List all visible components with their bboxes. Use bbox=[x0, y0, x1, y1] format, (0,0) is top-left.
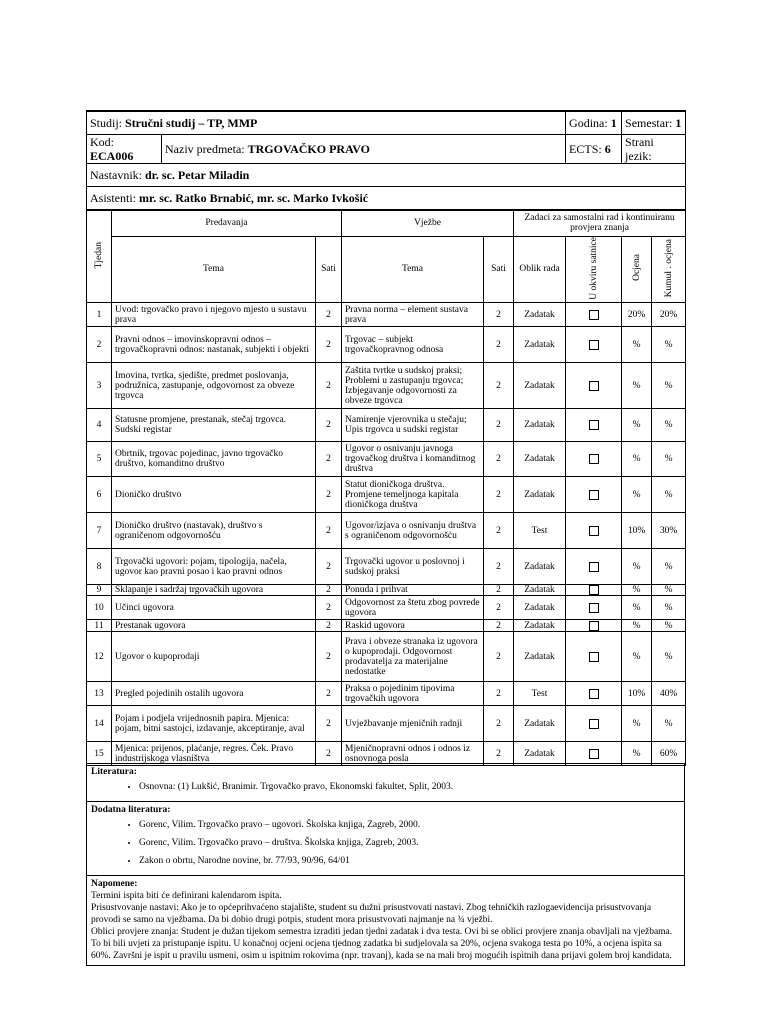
ects-label: ECTS: bbox=[569, 142, 602, 156]
exercise-topic-cell: Namirenje vjerovnika u stečaju; Upis trgovca u sudski registar bbox=[342, 409, 484, 442]
notes-title: Napomene: bbox=[91, 879, 138, 889]
lecture-hours-cell: 2 bbox=[316, 585, 342, 596]
week-cell: 6 bbox=[87, 477, 112, 513]
studij-value: Stručni studij – TP, MMP bbox=[125, 116, 258, 130]
grade-cell: % bbox=[622, 742, 652, 766]
checkbox-cell bbox=[566, 409, 622, 442]
checkbox-cell bbox=[566, 442, 622, 477]
week-cell: 12 bbox=[87, 632, 112, 682]
lecture-hours-cell: 2 bbox=[316, 513, 342, 549]
exercise-topic-cell: Praksa o pojedinim tipovima trgovačkih ugovora bbox=[342, 682, 484, 706]
grade-cell: % bbox=[622, 632, 652, 682]
schedule-row bbox=[87, 409, 686, 442]
lecture-topic-cell: Dioničko društvo (nastavak), društvo s ograničenom odgovornošću bbox=[112, 513, 316, 549]
lecture-hours-cell: 2 bbox=[316, 682, 342, 706]
exercise-topic-cell: Trgovački ugovor u poslovnoj i sudskoj praksi bbox=[342, 549, 484, 585]
lecture-topic-cell: Ugovor o kupoprodaji bbox=[112, 632, 316, 682]
cumulative-grade-cell: 60% bbox=[652, 742, 686, 766]
checkbox-cell bbox=[566, 513, 622, 549]
exercise-hours-cell: 2 bbox=[484, 632, 514, 682]
schedule-row bbox=[87, 477, 686, 513]
godina-cell bbox=[566, 111, 622, 135]
lecture-hours-cell: 2 bbox=[316, 442, 342, 477]
checkbox[interactable] bbox=[589, 490, 599, 500]
additional-literature-cell bbox=[87, 802, 685, 876]
course-table bbox=[86, 110, 686, 766]
lecture-hours-cell: 2 bbox=[316, 742, 342, 766]
checkbox-cell bbox=[566, 549, 622, 585]
lecture-topic-cell: Učinci ugovora bbox=[112, 596, 316, 620]
schedule-row bbox=[87, 706, 686, 742]
literature-title: Literatura: bbox=[91, 767, 137, 777]
grade-cell: % bbox=[622, 409, 652, 442]
kumul-header bbox=[652, 236, 686, 303]
lecture-topic-cell: Pravni odnos – imovinskopravni odnos – trgovačkopravni odnos: nastanak, subjekti i objekti bbox=[112, 327, 316, 363]
work-form-cell: Zadatak bbox=[514, 409, 566, 442]
checkbox[interactable] bbox=[589, 310, 599, 320]
exercise-hours-cell: 2 bbox=[484, 596, 514, 620]
grade-cell: % bbox=[622, 327, 652, 363]
work-form-cell: Zadatak bbox=[514, 620, 566, 632]
work-form-cell: Zadatak bbox=[514, 742, 566, 766]
notes-line: Oblici provjere znanja: Student je dužan tijekom semestra izraditi jedan tjedni zadatak i dva testa. Ovi bi se oblici provjere znanja obavljali na vježbama. To bi bili uvjeti za pristupanje ispitu. U konačnoj ocjeni ocjena tjednog zadatka bi sudjelovala sa 20%, ocjena svakoga testa po 10%, a ocjena ispita sa 60%. Završni je ispit u pravilu usmeni, osim u ispitnim rokovima (npr. travanj), kada se na mali broj mogućih ispitnih dana prijavi golem broj kandidata. bbox=[91, 927, 673, 961]
checkbox-cell bbox=[566, 327, 622, 363]
godina-label: Godina: bbox=[569, 116, 608, 130]
schedule-row bbox=[87, 549, 686, 585]
strani-jezik-label: Strani jezik: bbox=[625, 135, 654, 163]
cumulative-grade-cell: % bbox=[652, 327, 686, 363]
work-form-cell: Zadatak bbox=[514, 632, 566, 682]
semestar-cell bbox=[622, 111, 686, 135]
lecture-hours-cell: 2 bbox=[316, 303, 342, 327]
studij-cell bbox=[87, 111, 566, 135]
additional-literature-item: • Zakon o obrtu, Narodne novine, br. 77/93, 90/96, 64/01 bbox=[139, 855, 680, 867]
naziv-label: Naziv predmeta: bbox=[165, 142, 245, 156]
lecture-topic-cell: Pregled pojedinih ostalih ugovora bbox=[112, 682, 316, 706]
checkbox-cell bbox=[566, 620, 622, 632]
week-cell: 14 bbox=[87, 706, 112, 742]
literature-item: • Osnovna: (1) Lukšić, Branimir. Trgovačko pravo, Ekonomski fakultet, Split, 2003. bbox=[139, 781, 680, 793]
cumulative-grade-cell: % bbox=[652, 363, 686, 409]
checkbox[interactable] bbox=[589, 585, 599, 595]
exercise-topic-cell: Ugovor/izjava o osnivanju društva s ograničenom odgovornošću bbox=[342, 513, 484, 549]
week-cell: 11 bbox=[87, 620, 112, 632]
predavanja-header: Predavanja bbox=[112, 210, 342, 236]
checkbox[interactable] bbox=[589, 603, 599, 613]
checkbox-cell bbox=[566, 596, 622, 620]
exercise-hours-cell: 2 bbox=[484, 513, 514, 549]
notes-cell bbox=[87, 876, 685, 966]
kod-value: ECA006 bbox=[90, 149, 134, 163]
exercise-hours-cell: 2 bbox=[484, 742, 514, 766]
exercise-hours-cell: 2 bbox=[484, 409, 514, 442]
literature-table bbox=[86, 763, 685, 966]
ocjena-header-text: Ocjena bbox=[631, 254, 642, 282]
exercise-tema-header: Tema bbox=[342, 236, 484, 303]
additional-literature-title: Dodatna literatura: bbox=[91, 805, 171, 815]
notes-line: Prisustvovanje nastavi: Ako je to općeprihvaćeno stajalište, student su dužni prisustvovati nastavi. Zbog tehničkih razlogaevidencija prisustvovanja provodi se samo na vježbama. Da bi dobio drugi potpis, student mora prisustvovati najmanje na ¾ vježbi. bbox=[91, 903, 652, 925]
grade-cell: 20% bbox=[622, 303, 652, 327]
exercise-topic-cell: Statut dioničkoga društva. Promjene temeljnoga kapitala dioničkoga društva bbox=[342, 477, 484, 513]
lecture-hours-cell: 2 bbox=[316, 632, 342, 682]
grade-cell: % bbox=[622, 549, 652, 585]
u-okviru-header-text: U okviru satnice bbox=[588, 236, 599, 300]
exercise-hours-cell: 2 bbox=[484, 327, 514, 363]
exercise-topic-cell: Ugovor o osnivanju javnoga trgovačkog društva i komanditnog društva bbox=[342, 442, 484, 477]
exercise-topic-cell: Zaštita tvrtke u sudskoj praksi; Problemi u zastupanju trgovca; Izbjegavanje odgovornosti za obveze trgovca bbox=[342, 363, 484, 409]
exercise-topic-cell: Mjeničnopravni odnos i odnos iz osnovnoga posla bbox=[342, 742, 484, 766]
lecture-hours-cell: 2 bbox=[316, 706, 342, 742]
lecture-tema-header: Tema bbox=[112, 236, 316, 303]
nastavnik-label: Nastavnik: bbox=[90, 168, 142, 182]
lecture-hours-cell: 2 bbox=[316, 327, 342, 363]
week-cell: 1 bbox=[87, 303, 112, 327]
schedule-row bbox=[87, 596, 686, 620]
lecture-hours-cell: 2 bbox=[316, 409, 342, 442]
exercise-hours-cell: 2 bbox=[484, 442, 514, 477]
exercise-hours-cell: 2 bbox=[484, 682, 514, 706]
work-form-cell: Test bbox=[514, 513, 566, 549]
asistenti-cell bbox=[87, 187, 686, 211]
work-form-cell: Zadatak bbox=[514, 596, 566, 620]
vjezbe-header: Vježbe bbox=[342, 210, 514, 236]
work-form-cell: Zadatak bbox=[514, 706, 566, 742]
work-form-cell: Zadatak bbox=[514, 549, 566, 585]
lecture-topic-cell: Statusne promjene, prestanak, stečaj trgovca. Sudski registar bbox=[112, 409, 316, 442]
exercise-topic-cell: Pravna norma – element sustava prava bbox=[342, 303, 484, 327]
checkbox-cell bbox=[566, 632, 622, 682]
additional-literature-item: • Gorenc, Vilim. Trgovačko pravo – društva. Školska knjiga, Zagreb, 2003. bbox=[139, 837, 680, 849]
exercise-sati-header: Sati bbox=[484, 236, 514, 303]
schedule-row bbox=[87, 632, 686, 682]
grade-cell: % bbox=[622, 442, 652, 477]
work-form-cell: Zadatak bbox=[514, 327, 566, 363]
asistenti-value: mr. sc. Ratko Brnabić, mr. sc. Marko Ivkošić bbox=[139, 191, 369, 205]
lecture-hours-cell: 2 bbox=[316, 477, 342, 513]
cumulative-grade-cell: % bbox=[652, 620, 686, 632]
ects-cell bbox=[566, 135, 622, 164]
exercise-topic-cell: Raskid ugovora bbox=[342, 620, 484, 632]
zadaci-header: Zadaci za samostalni rad i kontinuiranu provjera znanja bbox=[514, 210, 686, 236]
checkbox[interactable] bbox=[589, 719, 599, 729]
grade-cell: 10% bbox=[622, 682, 652, 706]
lecture-topic-cell: Obrtnik, trgovac pojedinac, javno trgovačko društvo, komanditno društvo bbox=[112, 442, 316, 477]
ects-value: 6 bbox=[604, 142, 611, 156]
checkbox[interactable] bbox=[589, 340, 599, 350]
lecture-topic-cell: Dioničko društvo bbox=[112, 477, 316, 513]
grade-cell: % bbox=[622, 363, 652, 409]
schedule-row bbox=[87, 327, 686, 363]
naziv-value: TRGOVAČKO PRAVO bbox=[247, 142, 370, 156]
notes-line: Termini ispita biti će definirani kalendarom ispita. bbox=[91, 891, 282, 901]
schedule-row bbox=[87, 682, 686, 706]
cumulative-grade-cell: 40% bbox=[652, 682, 686, 706]
grade-cell: % bbox=[622, 585, 652, 596]
tjedan-header bbox=[87, 210, 112, 303]
semestar-label: Semestar: bbox=[625, 116, 673, 130]
semestar-value: 1 bbox=[675, 116, 682, 130]
lecture-topic-cell: Prestanak ugovora bbox=[112, 620, 316, 632]
godina-value: 1 bbox=[610, 116, 617, 130]
exercise-hours-cell: 2 bbox=[484, 620, 514, 632]
grade-cell: 10% bbox=[622, 513, 652, 549]
lecture-topic-cell: Uvod: trgovačko pravo i njegovo mjesto u sustavu prava bbox=[112, 303, 316, 327]
checkbox[interactable] bbox=[589, 749, 599, 759]
lecture-hours-cell: 2 bbox=[316, 620, 342, 632]
additional-literature-item: • Gorenc, Vilim. Trgovačko pravo – ugovori. Školska knjiga, Zagreb, 2000. bbox=[139, 819, 680, 831]
lecture-topic-cell: Trgovački ugovori: pojam, tipologija, načela, ugovor kao pravni posao i kao pravni odnos bbox=[112, 549, 316, 585]
grade-cell: % bbox=[622, 596, 652, 620]
work-form-cell: Test bbox=[514, 682, 566, 706]
lecture-topic-cell: Sklapanje i sadržaj trgovačkih ugovora bbox=[112, 585, 316, 596]
exercise-topic-cell: Prava i obveze stranaka iz ugovora o kupoprodaji. Odgovornost prodavatelja za materijalne nedostatke bbox=[342, 632, 484, 682]
additional-literature-list bbox=[91, 819, 680, 867]
cumulative-grade-cell: 30% bbox=[652, 513, 686, 549]
naziv-cell bbox=[162, 135, 566, 164]
kumul-header-text: Kumul . ocjena bbox=[663, 238, 674, 298]
week-cell: 8 bbox=[87, 549, 112, 585]
strani-jezik-cell bbox=[622, 135, 686, 164]
week-cell: 2 bbox=[87, 327, 112, 363]
literature-list bbox=[91, 781, 680, 793]
studij-label: Studij: bbox=[90, 116, 123, 130]
checkbox[interactable] bbox=[589, 381, 599, 391]
literature-cell bbox=[87, 764, 685, 802]
checkbox[interactable] bbox=[589, 526, 599, 536]
oblik-rada-header: Oblik rada bbox=[514, 236, 566, 303]
grade-cell: % bbox=[622, 706, 652, 742]
cumulative-grade-cell: % bbox=[652, 596, 686, 620]
checkbox-cell bbox=[566, 477, 622, 513]
lecture-hours-cell: 2 bbox=[316, 549, 342, 585]
cumulative-grade-cell: % bbox=[652, 549, 686, 585]
week-cell: 10 bbox=[87, 596, 112, 620]
lecture-hours-cell: 2 bbox=[316, 363, 342, 409]
cumulative-grade-cell: % bbox=[652, 442, 686, 477]
exercise-hours-cell: 2 bbox=[484, 585, 514, 596]
work-form-cell: Zadatak bbox=[514, 477, 566, 513]
asistenti-label: Asistenti: bbox=[90, 191, 137, 205]
exercise-topic-cell: Uvježbavanje mjeničnih radnji bbox=[342, 706, 484, 742]
checkbox-cell bbox=[566, 706, 622, 742]
lecture-topic-cell: Imovina, tvrtka, sjedište, predmet poslovanja, podružnica, zastupanje, odgovornost za obveze trgovca bbox=[112, 363, 316, 409]
ocjena-header bbox=[622, 236, 652, 303]
exercise-topic-cell: Odgovornost za štetu zbog povrede ugovora bbox=[342, 596, 484, 620]
week-cell: 5 bbox=[87, 442, 112, 477]
cumulative-grade-cell: % bbox=[652, 409, 686, 442]
checkbox[interactable] bbox=[589, 562, 599, 572]
cumulative-grade-cell: % bbox=[652, 632, 686, 682]
exercise-topic-cell: Ponuda i prihvat bbox=[342, 585, 484, 596]
schedule-row bbox=[87, 363, 686, 409]
grade-cell: % bbox=[622, 477, 652, 513]
checkbox[interactable] bbox=[589, 689, 599, 699]
lecture-topic-cell: Pojam i podjela vrijednosnih papira. Mjenica: pojam, bitni sastojci, izdavanje, akceptiranje, aval bbox=[112, 706, 316, 742]
week-cell: 4 bbox=[87, 409, 112, 442]
checkbox-cell bbox=[566, 682, 622, 706]
week-cell: 15 bbox=[87, 742, 112, 766]
exercise-hours-cell: 2 bbox=[484, 706, 514, 742]
schedule-row bbox=[87, 585, 686, 596]
schedule-row bbox=[87, 620, 686, 632]
tjedan-header-text: Tjedan bbox=[94, 241, 104, 269]
lecture-topic-cell: Mjenica: prijenos, plaćanje, regres. Ček. Pravo industrijskoga vlasništva bbox=[112, 742, 316, 766]
nastavnik-cell bbox=[87, 164, 686, 187]
u-okviru-header bbox=[566, 236, 622, 303]
work-form-cell: Zadatak bbox=[514, 442, 566, 477]
cumulative-grade-cell: % bbox=[652, 706, 686, 742]
checkbox[interactable] bbox=[589, 621, 599, 631]
grade-cell: % bbox=[622, 620, 652, 632]
schedule-row bbox=[87, 442, 686, 477]
cumulative-grade-cell: 20% bbox=[652, 303, 686, 327]
checkbox-cell bbox=[566, 363, 622, 409]
lecture-sati-header: Sati bbox=[316, 236, 342, 303]
kod-cell bbox=[87, 135, 162, 164]
work-form-cell: Zadatak bbox=[514, 585, 566, 596]
exercise-hours-cell: 2 bbox=[484, 363, 514, 409]
schedule-row bbox=[87, 303, 686, 327]
checkbox[interactable] bbox=[589, 420, 599, 430]
exercise-hours-cell: 2 bbox=[484, 549, 514, 585]
checkbox[interactable] bbox=[589, 652, 599, 662]
week-cell: 3 bbox=[87, 363, 112, 409]
cumulative-grade-cell: % bbox=[652, 477, 686, 513]
checkbox[interactable] bbox=[589, 454, 599, 464]
checkbox-cell bbox=[566, 303, 622, 327]
cumulative-grade-cell: % bbox=[652, 585, 686, 596]
schedule-row bbox=[87, 513, 686, 549]
checkbox-cell bbox=[566, 585, 622, 596]
work-form-cell: Zadatak bbox=[514, 363, 566, 409]
exercise-hours-cell: 2 bbox=[484, 477, 514, 513]
work-form-cell: Zadatak bbox=[514, 303, 566, 327]
nastavnik-value: dr. sc. Petar Miladin bbox=[145, 168, 250, 182]
exercise-topic-cell: Trgovac – subjekt trgovačkopravnog odnosa bbox=[342, 327, 484, 363]
week-cell: 13 bbox=[87, 682, 112, 706]
kod-label: Kod: bbox=[90, 135, 114, 149]
exercise-hours-cell: 2 bbox=[484, 303, 514, 327]
week-cell: 7 bbox=[87, 513, 112, 549]
week-cell: 9 bbox=[87, 585, 112, 596]
lecture-hours-cell: 2 bbox=[316, 596, 342, 620]
